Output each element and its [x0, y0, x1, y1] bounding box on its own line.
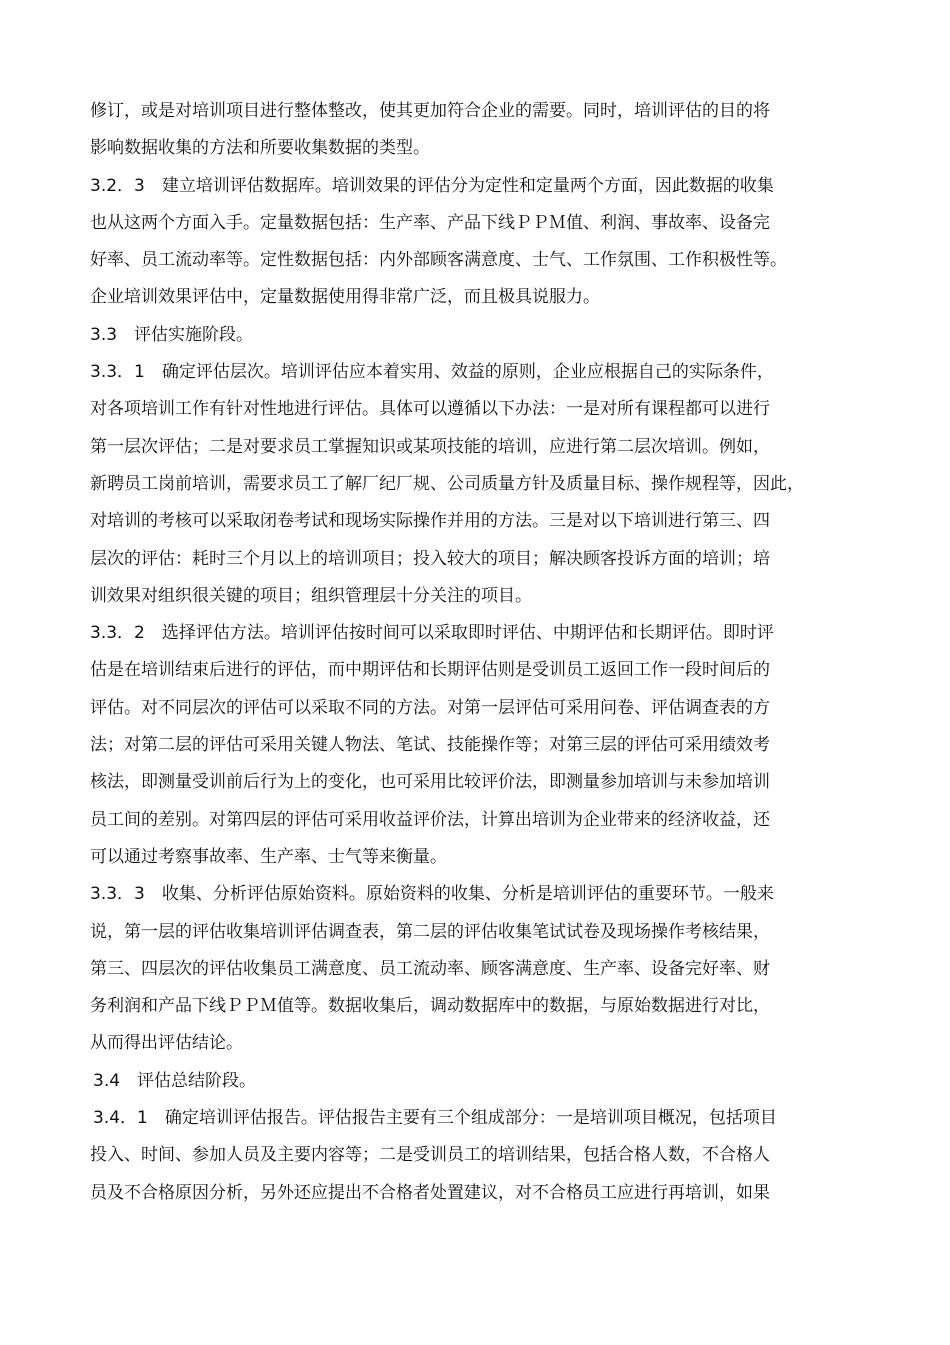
body-text: [90, 93, 830, 1212]
section-heading-3-3-3: 3.3．3 收集、分析评估原始资料。原始资料的收集、分析是培训评估的重要环节。一般来: [90, 884, 774, 905]
text-line: 核法，即测量受训前后行为上的变化，也可采用比较评价法，即测量参加培训与未参加培训: [90, 772, 770, 793]
text-line: 也从这两个方面入手。定量数据包括：生产率、产品下线ＰＰＭ值、利润、事故率、设备完: [90, 212, 770, 233]
section-heading-3-4-1: 3.4．1 确定培训评估报告。评估报告主要有三个组成部分：一是培训项目概况，包括项目: [93, 1108, 777, 1129]
text-line: 对各项培训工作有针对性地进行评估。具体可以遵循以下办法：一是对所有课程都可以进行: [90, 399, 770, 420]
text-line: 训效果对组织很关键的项目；组织管理层十分关注的项目。: [90, 585, 532, 606]
text-line: 员工间的差别。对第四层的评估可采用收益评价法，计算出培训为企业带来的经济收益，还: [90, 809, 770, 830]
section-heading-3-2-3: 3.2．3 建立培训评估数据库。培训效果的评估分为定性和定量两个方面，因此数据的收集: [90, 175, 774, 196]
text-line: 估是在培训结束后进行的评估，而中期评估和长期评估则是受训员工返回工作一段时间后的: [90, 660, 770, 681]
text-line: 好率、员工流动率等。定性数据包括：内外部顾客满意度、士气、工作氛围、工作积极性等。: [90, 250, 787, 271]
text-line: 法；对第二层的评估可采用关键人物法、笔试、技能操作等；对第三层的评估可采用绩效考: [90, 735, 770, 756]
text-line: 说，第一层的评估收集培训评估调查表，第二层的评估收集笔试试卷及现场操作考核结果，: [90, 921, 770, 942]
text-line: 第一层次评估；二是对要求员工掌握知识或某项技能的培训，应进行第二层次培训。例如，: [90, 436, 770, 457]
text-line: 新聘员工岗前培训，需要求员工了解厂纪厂规、公司质量方针及质量目标、操作规程等，因此，: [90, 473, 804, 494]
text-line: 修订，或是对培训项目进行整体整改，使其更加符合企业的需要。同时，培训评估的目的将: [90, 101, 770, 121]
section-heading-3-3: 3.3 评估实施阶段。: [90, 324, 254, 345]
section-heading-3-4: 3.4 评估总结阶段。: [93, 1070, 257, 1091]
text-line: 评估。对不同层次的评估可以采取不同的方法。对第一层评估可采用问卷、评估调查表的方: [90, 697, 770, 718]
text-line: 可以通过考察事故率、生产率、士气等来衡量。: [90, 846, 447, 867]
text-line: 企业培训效果评估中，定量数据使用得非常广泛，而且极具说服力。: [90, 287, 600, 308]
text-line: 第三、四层次的评估收集员工满意度、员工流动率、顾客满意度、生产率、设备完好率、财: [90, 958, 770, 979]
text-line: 从而得出评估结论。: [90, 1033, 243, 1054]
text-line: 务利润和产品下线ＰＰＭ值等。数据收集后，调动数据库中的数据，与原始数据进行对比，: [90, 996, 770, 1017]
text-line: 员及不合格原因分析，另外还应提出不合格者处置建议，对不合格员工应进行再培训，如果: [90, 1182, 770, 1203]
section-heading-3-3-1: 3.3．1 确定评估层次。培训评估应本着实用、效益的原则，企业应根据自己的实际条件，: [90, 362, 774, 383]
text-line: 对培训的考核可以采取闭卷考试和现场实际操作并用的方法。三是对以下培训进行第三、四: [90, 511, 770, 532]
text-line: 投入、时间、参加人员及主要内容等；二是受训员工的培训结果，包括合格人数，不合格人: [90, 1145, 770, 1166]
section-heading-3-3-2: 3.3．2 选择评估方法。培训评估按时间可以采取即时评估、中期评估和长期评估。即时评: [90, 623, 774, 644]
text-line: 层次的评估：耗时三个月以上的培训项目；投入较大的项目；解决顾客投诉方面的培训；培: [90, 548, 770, 569]
text-line: 影响数据收集的方法和所要收集数据的类型。: [90, 138, 430, 159]
